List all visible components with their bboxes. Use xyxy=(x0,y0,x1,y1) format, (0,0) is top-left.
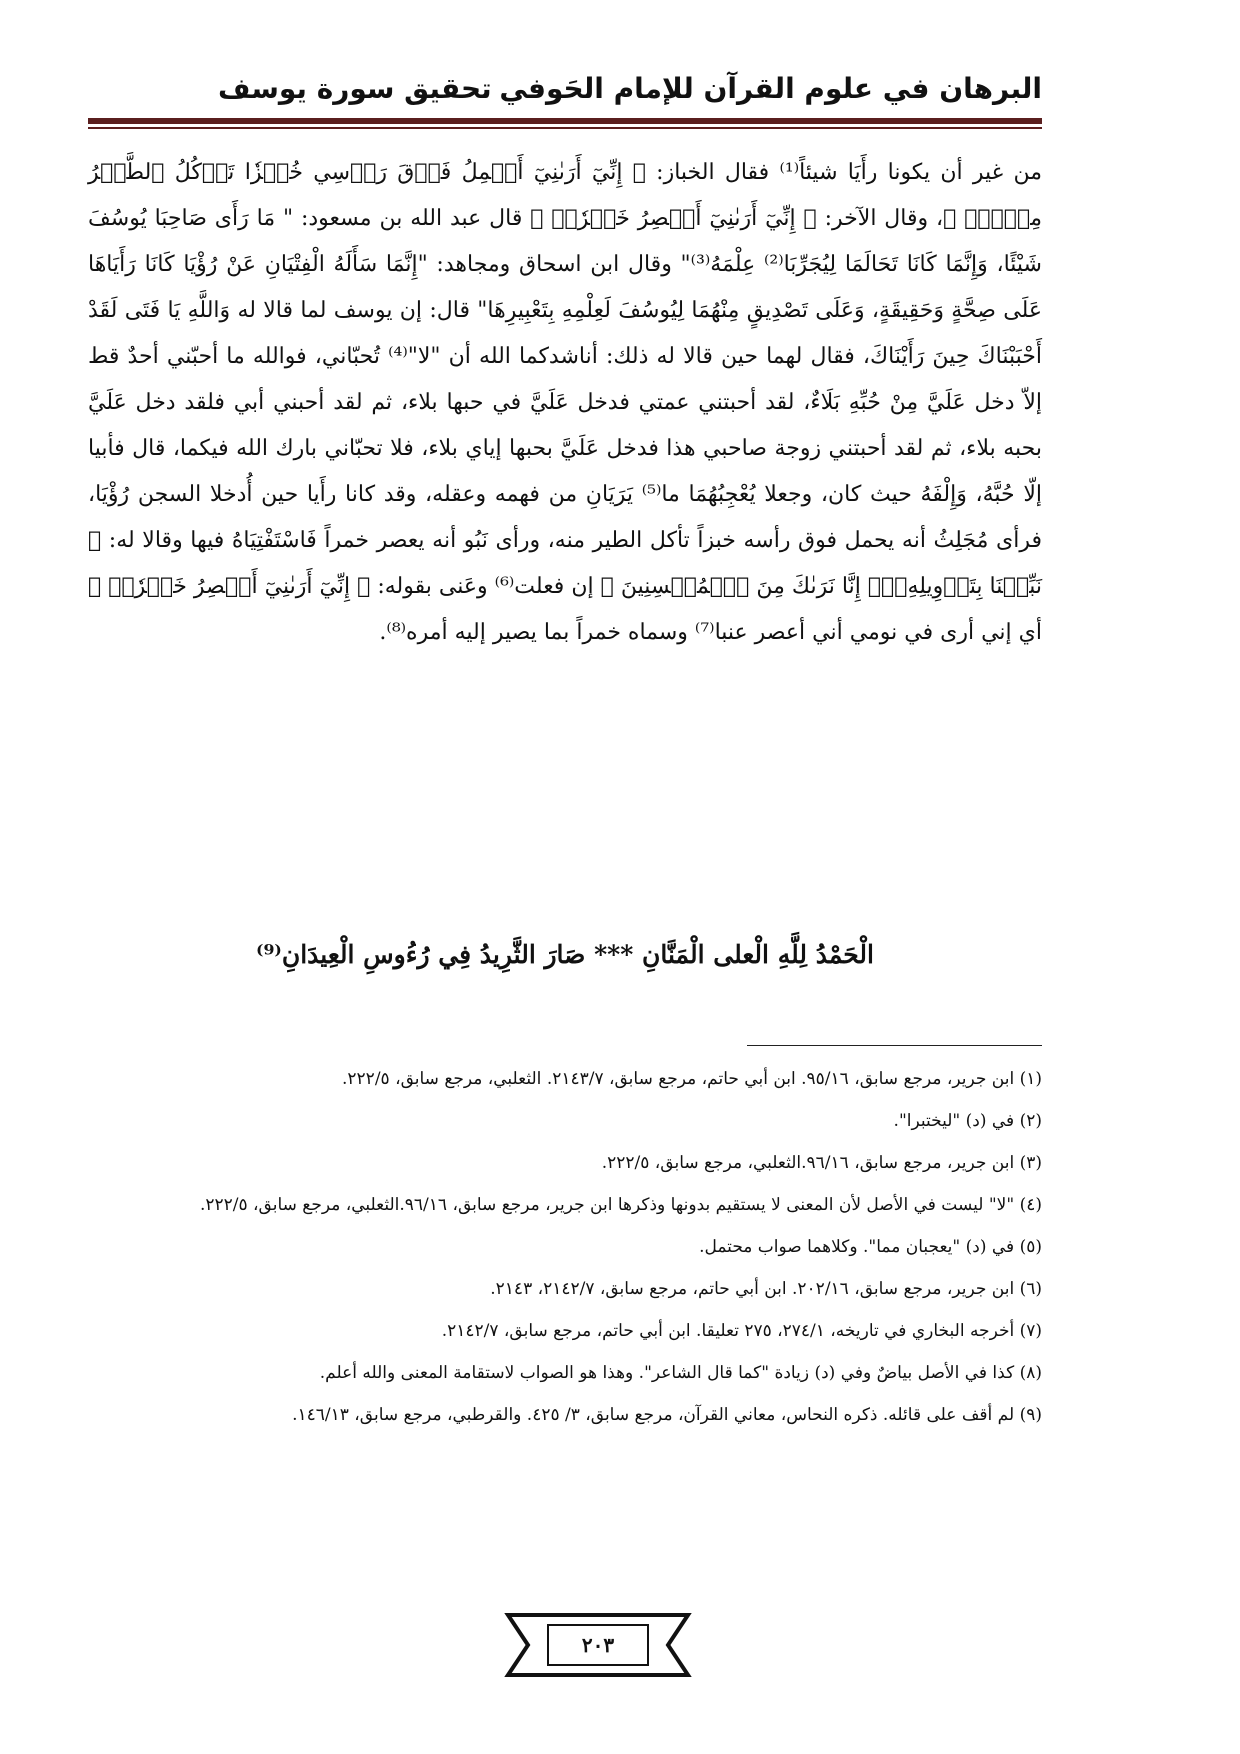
footnote-3: (٣) ابن جرير، مرجع سابق، ٩٦/١٦.الثعلبي، مرجع سابق، ٢٢٢/٥. xyxy=(601,1153,1042,1173)
footnotes xyxy=(88,1062,1042,1440)
footnote-9: (٩) لم أقف على قائله. ذكره النحاس، معاني القرآن، مرجع سابق، ٣/ ٤٢٥. والقرطبي، مرجع سابق، ١٤٦/١٣. xyxy=(292,1405,1042,1425)
footnote-separator xyxy=(747,1045,1042,1046)
page-number: ٢٠٣ xyxy=(581,1633,615,1657)
footnote-2: (٢) في (د) "ليختبرا". xyxy=(893,1111,1042,1131)
section-title: تحقيق سورة يوسف xyxy=(218,72,492,105)
main-text xyxy=(88,150,1042,656)
verse-heading: الْحَمْدُ لِلَّهِ الْعلى الْمَنَّانِ *** صَارَ الثَّرِيدُ فِي رُءُوسِ الْعِيدَانِ⁽⁹⁾ xyxy=(256,940,874,969)
footnote-4: (٤) "لا" ليست في الأصل لأن المعنى لا يستقيم بدونها وذكرها ابن جرير، مرجع سابق، ٩٦/١٦.الثعلبي، مرجع سابق، ٢٢٢/٥. xyxy=(199,1195,1042,1215)
main-paragraph: من غير أن يكونا رأَيَا شيئاً⁽¹⁾ فقال الخباز: ﴿ إِنِّيٓ أَرَىٰنِيٓ أَحۡمِلُ فَوۡقَ رَأۡسِي خُبۡزٗا تَأۡكُلُ ٱلطَّيۡرُ مِنۡهُۖ ﴾، وقال الآخر: ﴿ إِنِّيٓ أَرَىٰنِيٓ أَعۡصِرُ خَمۡرٗاۖ ﴾ قال عبد الله بن مسعود: " مَا رَأَى صَاحِبَا يُوسُفَ شَيْئًا، وَإِنَّمَا كَانَا تَحَالَمَا لِيُجَرِّبَا⁽²⁾ عِلْمَهُ⁽³⁾" وقال ابن اسحاق ومجاهد: "إِنَّمَا سَأَلَهُ الْفِتْيَانِ عَنْ رُؤْيَا كَانَا رَأَيَاهَا عَلَى صِحَّةٍ وَحَقِيقَةٍ، وَعَلَى تَصْدِيقٍ مِنْهُمَا لِيُوسُفَ لَعِلْمِهِ بِتَعْبِيرِهَا" قال: إن يوسف لما قالا له وَاللَّهِ يَا فَتَى لَقَدْ أَحْبَبْنَاكَ حِينَ رَأَيْنَاكَ، فقال لهما حين قالا له ذلك: أناشدكما الله أن "لا"⁽⁴⁾ تُحبّاني، فوالله ما أحبّني أحدٌ قط إلاّ دخل عَلَيَّ مِنْ حُبِّهِ بَلَاءٌ، لقد أحبتني عمتي فدخل عَلَيَّ في حبها بلاء، ثم لقد أحبني أبي فلقد دخل عَلَيَّ بحبه بلاء، ثم لقد أحبتني زوجة صاحبي هذا فدخل عَلَيَّ بحبها إياي بلاء، فلا تحبّاني بارك الله فيكما، قال فأبيا إلّا حُبَّهُ، وَإِلْفَهُ حيث كان، وجعلا يُعْجِبُهُمَا ما⁽⁵⁾ يَرَيَانِ من فهمه وعقله، وقد كانا رأَيا حين أُدخلا السجن رُؤْيَا، فرأى مُجَلِثُ أنه يحمل فوق رأسه خبزاً تأكل الطير منه، ورأى نَبُو أنه يعصر خمراً فَاسْتَفْتِيَاهُ فيها وقالا له: ﴿ نَبِّئۡنَا بِتَأۡوِيلِهِۦٓۖ إِنَّا نَرَىٰكَ مِنَ ٱلۡمُحۡسِنِينَ ﴾ إن فعلت⁽⁶⁾ وعَنى بقوله: ﴿ إِنِّيٓ أَرَىٰنِيٓ أَعۡصِرُ خَمۡرٗاۖ ﴾ أي إني أرى في نومي أني أعصر عنبا⁽⁷⁾ وسماه خمراً بما يصير إليه أمره⁽⁸⁾. xyxy=(88,160,1042,645)
footnote-7: (٧) أخرجه البخاري في تاريخه، ٢٧٤/١، ٢٧٥ تعليقا. ابن أبي حاتم، مرجع سابق، ٢١٤٢/٧. xyxy=(441,1321,1042,1341)
book-title: البرهان في علوم القرآن للإمام الحَوفي xyxy=(499,72,1042,105)
running-header xyxy=(88,72,1042,112)
footnote-1: (١) ابن جرير، مرجع سابق، ٩٥/١٦. ابن أبي حاتم، مرجع سابق، ٢١٤٣/٧. الثعلبي، مرجع سابق، ٢٢٢/٥. xyxy=(342,1069,1042,1089)
header-rule-thick xyxy=(88,118,1042,124)
footnote-6: (٦) ابن جرير، مرجع سابق، ٢٠٢/١٦. ابن أبي حاتم، مرجع سابق، ٢١٤٢/٧، ٢١٤٣. xyxy=(490,1279,1042,1299)
footnote-5: (٥) في (د) "يعجبان مما". وكلاهما صواب محتمل. xyxy=(699,1237,1042,1257)
header-rule-thin xyxy=(88,127,1042,129)
page-number-banner xyxy=(498,1605,698,1685)
footnote-8: (٨) كذا في الأصل بياضٌ وفي (د) زيادة "كما قال الشاعر". وهذا هو الصواب لاستقامة المعنى والله أعلم. xyxy=(319,1363,1042,1383)
